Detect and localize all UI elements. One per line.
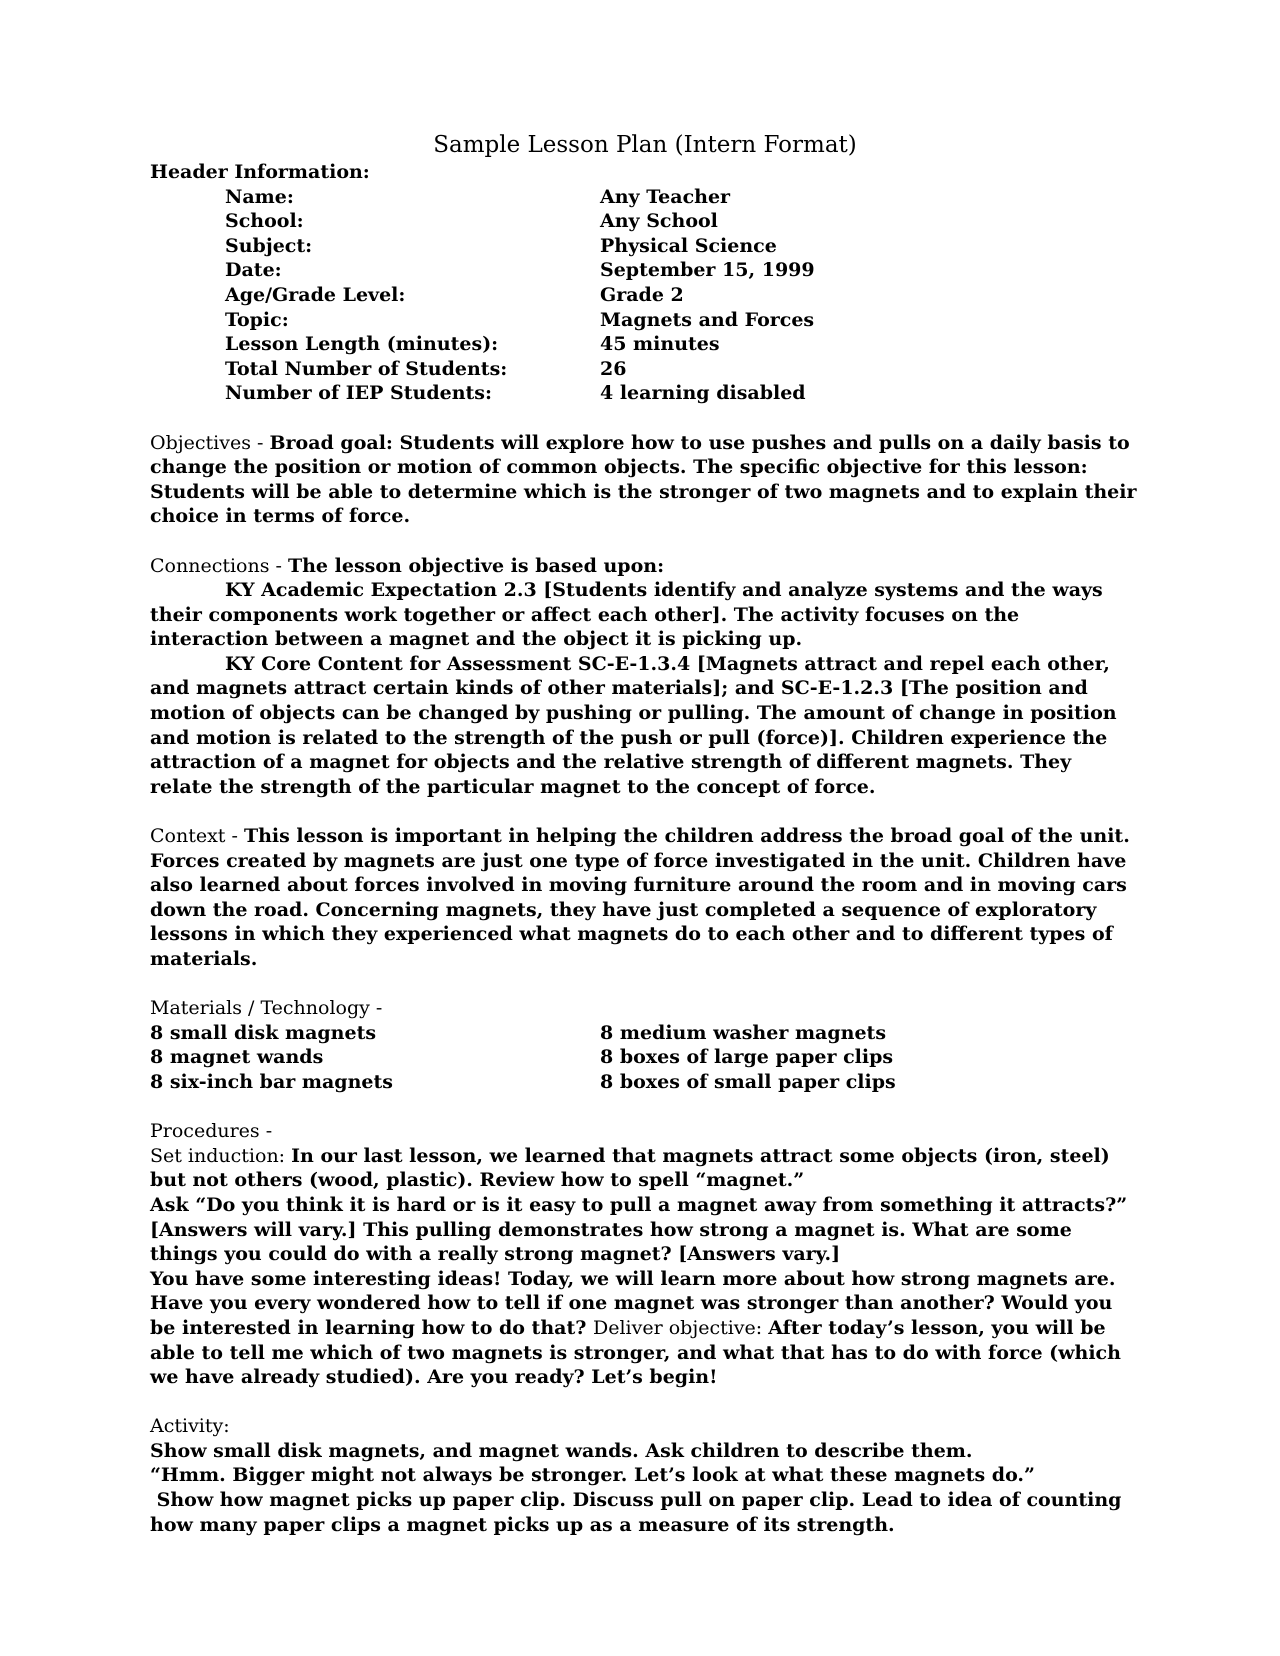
activity-label: Activity: xyxy=(150,1415,230,1438)
objectives-section xyxy=(150,431,1140,529)
materials-row xyxy=(150,1070,1140,1095)
material-item: 8 magnet wands xyxy=(150,1046,324,1069)
context-label: Context - xyxy=(150,825,244,848)
deliver-objective-text: After today’s lesson, you will be able to tell me which of two magnets is stronger, and what that has to do with force (which we have already studied). Are you ready? Let’s begin! xyxy=(150,1316,1121,1389)
header-row xyxy=(150,209,1140,234)
procedures-section xyxy=(150,1119,1140,1390)
document-title: Sample Lesson Plan (Intern Format) xyxy=(433,132,857,158)
materials-section xyxy=(150,996,1140,1094)
header-key: Date: xyxy=(225,259,282,282)
header-row xyxy=(150,332,1140,357)
material-item: 8 six-inch bar magnets xyxy=(150,1070,393,1093)
deliver-objective-label: Deliver objective: xyxy=(592,1316,769,1339)
context-section xyxy=(150,824,1140,972)
header-row xyxy=(150,185,1140,210)
connections-section xyxy=(150,554,1140,800)
activity-section xyxy=(150,1414,1140,1537)
set-induction-text: In our last lesson, we learned that magnets attract some objects (iron, steel) but not others (wood, plastic). Review how to spell “magnet.” xyxy=(150,1144,1110,1192)
header-key: Lesson Length (minutes): xyxy=(225,333,499,356)
header-label: Header Information: xyxy=(150,161,370,183)
ask-text: Ask “Do you think it is hard or is it easy to pull a magnet away from something it attracts?” [Answers will vary.] This pulling demonstrates how strong a magnet is. What are some things you could do with a really strong magnet? [Answers vary.] xyxy=(150,1193,1128,1266)
header-value: Magnets and Forces xyxy=(600,308,815,331)
connections-intro: The lesson objective is based upon: xyxy=(287,554,665,577)
header-value: 45 minutes xyxy=(600,333,720,356)
document-page xyxy=(150,130,1140,1537)
header-row xyxy=(150,234,1140,259)
header-section xyxy=(150,160,1140,406)
material-item: 8 boxes of large paper clips xyxy=(600,1046,894,1069)
header-key: Subject: xyxy=(225,234,313,257)
header-key: Number of IEP Students: xyxy=(225,382,493,405)
set-induction-label: Set induction: xyxy=(150,1144,292,1167)
procedures-label: Procedures - xyxy=(150,1120,273,1143)
materials-row xyxy=(150,1045,1140,1070)
header-key: Name: xyxy=(225,185,294,208)
ideas-text: You have some interesting ideas! Today, we will learn more about how strong magnets are. Have you every wondered how to tell if one magnet was stronger than another? Would you be interested in learning how to do that? xyxy=(150,1267,1116,1339)
objectives-label: Objectives - xyxy=(150,431,270,454)
header-value: September 15, 1999 xyxy=(600,259,815,282)
activity-line: “Hmm. Bigger might not always be stronger. Let’s look at what these magnets do.” xyxy=(150,1464,1035,1487)
header-value: Grade 2 xyxy=(600,283,684,306)
header-row xyxy=(150,381,1140,406)
header-value: 4 learning disabled xyxy=(600,382,806,405)
header-value: Any School xyxy=(600,210,718,233)
connections-paragraph: KY Core Content for Assessment SC-E-1.3.4 [Magnets attract and repel each other, and magnets attract certain kinds of other materials]; and SC-E-1.2.3 [The position and motion of objects can be changed by pushing or pulling. The amount of change in position and motion is related to the strength of the push or pull (force)]. Children experience the attraction of a magnet for objects and the relative strength of different magnets. They relate the strength of the particular magnet to the concept of force. xyxy=(150,652,1117,798)
header-value: Physical Science xyxy=(600,234,777,257)
connections-paragraph: KY Academic Expectation 2.3 [Students identify and analyze systems and the ways their components work together or affect each other]. The activity focuses on the interaction between a magnet and the object it is picking up. xyxy=(150,579,1103,651)
header-value: 26 xyxy=(600,357,627,380)
materials-row xyxy=(150,1021,1140,1046)
material-item: 8 medium washer magnets xyxy=(600,1021,887,1044)
context-text: This lesson is important in helping the children address the broad goal of the unit. Forces created by magnets are just one type of force investigated in the unit. Children have also learned about forces involved in moving furniture around the room and in moving cars down the road. Concerning magnets, they have just completed a sequence of exploratory lessons in which they experienced what magnets do to each other and to different types of materials. xyxy=(150,825,1130,970)
header-key: Topic: xyxy=(225,308,289,331)
header-row xyxy=(150,357,1140,382)
header-value: Any Teacher xyxy=(600,185,731,208)
material-item: 8 small disk magnets xyxy=(150,1021,377,1044)
header-key: Total Number of Students: xyxy=(225,357,508,380)
connections-label: Connections - xyxy=(150,554,288,577)
header-key: Age/Grade Level: xyxy=(225,283,406,306)
header-row xyxy=(150,308,1140,333)
objectives-text: Broad goal: Students will explore how to use pushes and pulls on a daily basis to change the position or motion of common objects. The specific objective for this lesson: Students will be able to determine which is the stronger of two magnets and to explain their choice in terms of force. xyxy=(150,431,1137,528)
materials-label: Materials / Technology - xyxy=(150,997,383,1020)
activity-line: Show how magnet picks up paper clip. Discuss pull on paper clip. Lead to idea of counting how many paper clips a magnet picks up as a measure of its strength. xyxy=(150,1489,1129,1536)
material-item: 8 boxes of small paper clips xyxy=(600,1070,896,1093)
header-key: School: xyxy=(225,210,304,233)
header-row xyxy=(150,258,1140,283)
activity-line: Show small disk magnets, and magnet wands. Ask children to describe them. xyxy=(150,1439,973,1462)
header-row xyxy=(150,283,1140,308)
